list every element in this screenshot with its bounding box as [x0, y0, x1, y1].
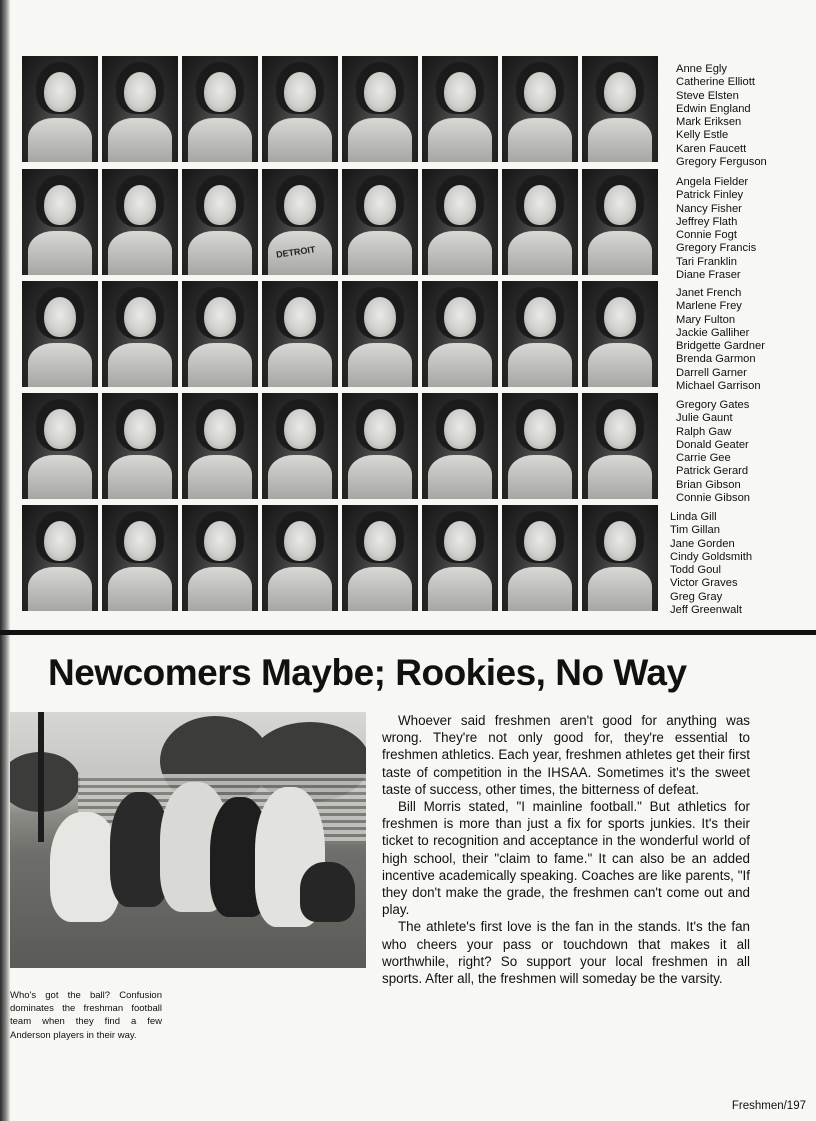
player [300, 862, 355, 922]
student-name: Bridgette Gardner [676, 340, 765, 353]
student-name: Marlene Frey [676, 300, 742, 313]
student-name: Jeff Greenwalt [670, 604, 742, 617]
photo-caption: Who's got the ball? Confusion dominates the freshman football team when they find a few Anderson players in their way. [10, 990, 162, 1041]
portrait-body [508, 455, 572, 499]
student-name: Steve Elsten [676, 89, 739, 102]
portrait-head [604, 297, 636, 337]
portrait-head [444, 521, 476, 561]
student-portrait [342, 169, 418, 275]
student-name: Connie Fogt [676, 229, 737, 242]
portrait-head [364, 72, 396, 112]
portrait-body [28, 231, 92, 275]
portrait-head [204, 409, 236, 449]
student-portrait [582, 393, 658, 499]
student-portrait [422, 169, 498, 275]
portrait-body [108, 455, 172, 499]
student-portrait [422, 56, 498, 162]
portrait-head [284, 409, 316, 449]
portrait-head [604, 521, 636, 561]
student-portrait [102, 393, 178, 499]
student-portrait [582, 169, 658, 275]
portrait-head [284, 521, 316, 561]
portrait-head [124, 521, 156, 561]
portrait-body [428, 343, 492, 387]
student-name: Connie Gibson [676, 492, 751, 505]
portrait-head [284, 297, 316, 337]
tree-silhouette [10, 752, 80, 812]
student-name: Carrie Gee [676, 452, 731, 465]
portrait-head [204, 72, 236, 112]
portrait-head [124, 185, 156, 225]
name-list-row-4 [676, 399, 806, 505]
student-portrait [502, 281, 578, 387]
student-portrait [262, 505, 338, 611]
student-portrait [342, 281, 418, 387]
name-list-row-5 [670, 511, 800, 617]
portrait-body [188, 343, 252, 387]
student-name: Angela Fielder [676, 176, 749, 188]
student-name: Michael Garrison [676, 380, 761, 393]
student-name: Linda Gill [670, 511, 717, 523]
student-name: Karen Faucett [676, 142, 747, 155]
portrait-head [524, 297, 556, 337]
student-portrait [582, 281, 658, 387]
portrait-head [284, 72, 316, 112]
portrait-body [28, 455, 92, 499]
student-name: Nancy Fisher [676, 202, 742, 215]
portrait-row [22, 56, 662, 162]
student-name: Patrick Gerard [676, 465, 749, 478]
portrait-body [508, 118, 572, 162]
portrait-body [348, 231, 412, 275]
student-name: Jackie Galliher [676, 326, 750, 339]
portrait-body [428, 567, 492, 611]
football-photo [10, 712, 366, 968]
student-name: Darrell Garner [676, 366, 747, 379]
portrait-head [204, 297, 236, 337]
student-name: Gregory Gates [676, 399, 750, 411]
portrait-row [22, 505, 662, 611]
section-rule [0, 630, 816, 635]
student-name: Catherine Elliott [676, 76, 755, 89]
student-portrait [582, 56, 658, 162]
portrait-body [588, 231, 652, 275]
student-name: Anne Egly [676, 63, 727, 75]
portrait-body [108, 118, 172, 162]
portrait-head [444, 72, 476, 112]
portrait-head [524, 409, 556, 449]
student-portrait [262, 393, 338, 499]
portrait-head [364, 185, 396, 225]
student-name: Jane Gorden [670, 537, 735, 550]
portrait-body [268, 343, 332, 387]
portrait-head [204, 521, 236, 561]
portrait-body [188, 118, 252, 162]
portrait-head [604, 185, 636, 225]
student-portrait [342, 393, 418, 499]
student-name: Mark Eriksen [676, 116, 742, 129]
student-name: Todd Goul [670, 564, 721, 577]
student-portrait [22, 505, 98, 611]
student-name: Jeffrey Flath [676, 215, 738, 228]
page-folio: Freshmen/197 [731, 1100, 806, 1112]
student-portrait [262, 281, 338, 387]
student-name: Ralph Gaw [676, 425, 732, 438]
portrait-head [444, 297, 476, 337]
student-portrait [422, 393, 498, 499]
portrait-row [22, 393, 662, 499]
student-name: Tim Gillan [670, 524, 720, 537]
portrait-head [444, 185, 476, 225]
portrait-body [508, 231, 572, 275]
portrait-body [348, 343, 412, 387]
portrait-head [284, 185, 316, 225]
student-portrait [182, 281, 258, 387]
portrait-head [44, 297, 76, 337]
student-name: Greg Gray [670, 590, 723, 603]
portrait-body [348, 118, 412, 162]
portrait-body [188, 455, 252, 499]
student-portrait [182, 56, 258, 162]
portrait-body [28, 567, 92, 611]
portrait-body [588, 567, 652, 611]
portrait-body [28, 118, 92, 162]
student-portrait [182, 505, 258, 611]
student-name: Mary Fulton [676, 313, 736, 326]
student-portrait [502, 169, 578, 275]
student-name: Gregory Ferguson [676, 156, 767, 169]
student-name: Kelly Estle [676, 129, 729, 142]
portrait-body [428, 455, 492, 499]
portrait-body [108, 343, 172, 387]
portrait-body [508, 567, 572, 611]
student-name: Julie Gaunt [676, 412, 733, 425]
portrait-body [428, 118, 492, 162]
student-portrait [342, 56, 418, 162]
student-portrait [262, 56, 338, 162]
student-portrait [22, 393, 98, 499]
portrait-head [364, 409, 396, 449]
portrait-body [268, 455, 332, 499]
page-binding-shadow [0, 0, 10, 1121]
portrait-head [124, 409, 156, 449]
portrait-head [44, 521, 76, 561]
name-list-row-2 [676, 176, 806, 282]
portrait-head [364, 297, 396, 337]
portrait-body [588, 118, 652, 162]
light-pole [38, 712, 44, 842]
student-name: Edwin England [676, 102, 751, 115]
student-portrait [102, 56, 178, 162]
student-name: Gregory Francis [676, 242, 757, 255]
student-portrait [182, 393, 258, 499]
article-paragraph: Bill Morris stated, "I mainline football." But athletics for freshmen is more than just a fix for sports junkies. It's their ticket to recognition and acceptance in the wonderful world of high school, their "claim to fame." It can also be an added incentive academically speaking. Coaches are like parents, "If they don't make the grade, the freshmen can't come out and play. [382, 799, 750, 918]
article-paragraph: Whoever said freshmen aren't good for anything was wrong. They're not only good for, they're essential to freshmen athletics. Each year, freshmen athletes get their first taste of competition in the IHSAA. Sometimes it's the sweet taste of success, other times, the bitterness of defeat. [382, 713, 750, 797]
name-list-row-1 [676, 63, 806, 169]
student-name: Janet French [676, 287, 742, 299]
student-name: Tari Franklin [676, 255, 737, 268]
portrait-head [204, 185, 236, 225]
student-name: Diane Fraser [676, 269, 741, 282]
student-portrait [22, 281, 98, 387]
portrait-body [348, 455, 412, 499]
portrait-head [124, 297, 156, 337]
portrait-head [524, 521, 556, 561]
student-name: Cindy Goldsmith [670, 550, 753, 563]
student-name: Brenda Garmon [676, 353, 756, 366]
portrait-head [524, 72, 556, 112]
student-portrait [22, 169, 98, 275]
portrait-head [444, 409, 476, 449]
portrait-body [588, 455, 652, 499]
article-body [382, 712, 750, 987]
portrait-row [22, 281, 662, 387]
portrait-row [22, 169, 662, 275]
student-portrait [502, 393, 578, 499]
shirt-text: DETROIT [275, 244, 317, 260]
student-name: Patrick Finley [676, 189, 744, 202]
student-portrait [22, 56, 98, 162]
student-portrait [102, 281, 178, 387]
portrait-head [524, 185, 556, 225]
student-portrait [422, 281, 498, 387]
portrait-body [108, 567, 172, 611]
student-name: Brian Gibson [676, 478, 741, 491]
student-name: Donald Geater [676, 438, 749, 451]
portrait-head [604, 72, 636, 112]
student-portrait [422, 505, 498, 611]
name-list-row-3 [676, 287, 806, 393]
portrait-body [508, 343, 572, 387]
portrait-body [428, 231, 492, 275]
student-portrait [182, 169, 258, 275]
student-portrait [102, 169, 178, 275]
article-paragraph: The athlete's first love is the fan in the stands. It's the fan who cheers your pass or touchdown that makes it all worthwhile, right? So support your local freshmen in all sports. After all, the freshmen will someday be the varsity. [382, 919, 750, 987]
portrait-head [604, 409, 636, 449]
portrait-body [268, 567, 332, 611]
portrait-body [188, 567, 252, 611]
student-portrait [502, 56, 578, 162]
portrait-body [188, 231, 252, 275]
portrait-head [124, 72, 156, 112]
portrait-body [268, 118, 332, 162]
portrait-body [348, 567, 412, 611]
student-portrait [262, 169, 338, 275]
portrait-grid [22, 56, 662, 616]
portrait-head [44, 409, 76, 449]
portrait-body [108, 231, 172, 275]
headline: Newcomers Maybe; Rookies, No Way [48, 652, 687, 693]
student-name: Victor Graves [670, 577, 738, 590]
portrait-body [588, 343, 652, 387]
portrait-head [44, 72, 76, 112]
student-portrait [502, 505, 578, 611]
student-portrait [102, 505, 178, 611]
portrait-head [44, 185, 76, 225]
portrait-head [364, 521, 396, 561]
portrait-body [28, 343, 92, 387]
student-portrait [342, 505, 418, 611]
student-portrait [582, 505, 658, 611]
